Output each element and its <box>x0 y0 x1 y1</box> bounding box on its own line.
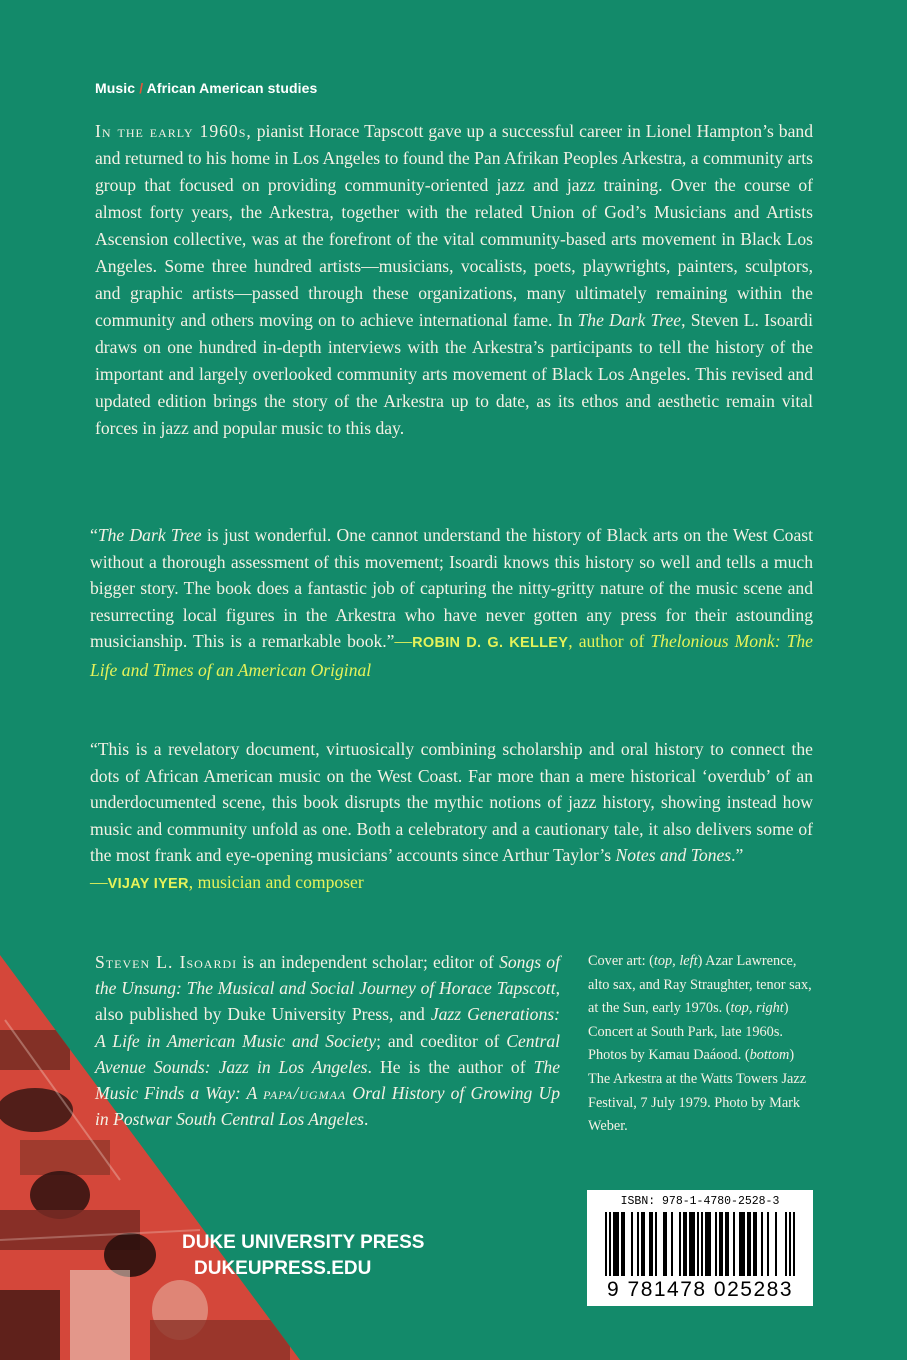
barcode-bar <box>701 1212 703 1276</box>
description-text-2: , Steven L. Isoardi draws on one hundred in-depth interviews with the Arkestra’s participants to tell the history of the important and largely overlooked community arts movement of Black Los Angeles. This revised and updated edition brings the story of the Arkestra up to date, as its ethos and aesthetic remain vital forces in jazz and popular music to this day. <box>95 310 813 438</box>
credit-italic-3: bottom <box>749 1047 790 1064</box>
cover-credits <box>588 950 816 1139</box>
quote2-text: “This is a revelatory document, virtuosically combining scholarship and oral history to connect the dots of African American music on the West Coast. Far more than a mere historical ‘overdub’ of an underdocumented scene, this book disrupts the mythic notions of jazz history, showing instead how music and community unfold as one. Both a celebratory and a cautionary tale, it also delivers some of the most frank and eye-opening musicians’ accounts since Arthur Taylor’s <box>90 739 813 865</box>
barcode-bar <box>641 1212 643 1276</box>
barcode-bar <box>643 1212 645 1276</box>
barcode-bar <box>741 1212 743 1276</box>
barcode-bar <box>719 1212 721 1276</box>
barcode-bar <box>665 1212 667 1276</box>
category-separator: / <box>139 80 144 96</box>
category-label <box>95 80 317 96</box>
isbn-barcode <box>587 1190 813 1306</box>
barcode-bar <box>693 1212 695 1276</box>
barcode-bar <box>707 1212 709 1276</box>
barcode-bar <box>649 1212 651 1276</box>
quote2-dash: — <box>90 871 108 892</box>
barcode-bar <box>733 1212 735 1276</box>
barcode-bar <box>617 1212 619 1276</box>
barcode-bar <box>671 1212 673 1276</box>
barcode-bar <box>621 1212 623 1276</box>
barcode-bar <box>605 1212 607 1276</box>
barcode-bar <box>705 1212 707 1276</box>
quote1-book-title: The Dark Tree <box>97 525 202 545</box>
barcode-bar <box>637 1212 639 1276</box>
quote1-role: , author of <box>568 631 651 651</box>
blurb-kelley <box>90 522 813 683</box>
quote2-close: .” <box>731 845 744 865</box>
book-description <box>95 118 813 442</box>
barcode-bar <box>691 1212 693 1276</box>
barcode-bar <box>609 1212 611 1276</box>
bio-author-name: Steven L. Isoardi <box>95 952 238 972</box>
blurb-iyer <box>90 736 813 897</box>
barcode-bar <box>727 1212 729 1276</box>
barcode-bar <box>725 1212 727 1276</box>
barcode-bar <box>755 1212 757 1276</box>
author-bio <box>95 949 560 1132</box>
credit-part-1: Cover art: ( <box>588 953 654 969</box>
description-lead: In the early 1960s, <box>95 121 252 141</box>
quote1-work: Thelonious Monk: The Life and Times of an American Original <box>90 631 813 680</box>
quote2-author: VIJAY IYER <box>107 875 189 892</box>
quote2-work: Notes and Tones <box>615 845 732 865</box>
barcode-bar <box>789 1212 791 1276</box>
description-book-title: The Dark Tree <box>577 310 682 330</box>
bio-text-2: , also published by Duke University Press, and <box>95 978 560 1025</box>
quote2-role: , musician and composer <box>188 871 364 892</box>
bio-text-3: ; and coeditor of <box>376 1030 507 1051</box>
barcode-bar <box>739 1212 741 1276</box>
credit-italic-2: top, right <box>730 1000 784 1017</box>
category-secondary: African American studies <box>146 80 318 96</box>
publisher-name: DUKE UNIVERSITY PRESS <box>182 1232 425 1253</box>
bio-work-2: Jazz Generations: A Life in American Music and Society <box>95 1004 560 1051</box>
barcode-bar <box>683 1212 685 1276</box>
bio-work-4-smallcaps: papa/ugmaa <box>263 1083 347 1104</box>
barcode-bar <box>623 1212 625 1276</box>
credit-part-4: ) The Arkestra at the Watts Towers Jazz Festival, 7 July 1979. Photo by Mark Weber. <box>588 1047 807 1135</box>
barcode-bar <box>743 1212 745 1276</box>
barcode-bar <box>663 1212 665 1276</box>
bio-work-3: Central Avenue Sounds: Jazz in Los Angeles <box>95 1030 561 1077</box>
barcode-bar <box>785 1212 787 1276</box>
barcode-bar <box>685 1212 687 1276</box>
barcode-bar <box>709 1212 711 1276</box>
barcode-bar <box>615 1212 617 1276</box>
barcode-bar <box>679 1212 681 1276</box>
credit-part-3: ) Concert at South Park, late 1960s. Photos by Kamau Daáood. ( <box>588 1000 789 1064</box>
barcode-bar <box>613 1212 615 1276</box>
barcode-bar <box>715 1212 717 1276</box>
barcode-bar <box>721 1212 723 1276</box>
barcode-bar <box>753 1212 755 1276</box>
barcode-bar <box>793 1212 795 1276</box>
category-primary: Music <box>95 80 136 96</box>
barcode-bar <box>749 1212 751 1276</box>
barcode-bars <box>597 1212 803 1278</box>
barcode-bar <box>767 1212 769 1276</box>
bio-work-4b: Oral History of Growing Up in Postwar South Central Los Angeles <box>95 1083 560 1130</box>
description-text-1: pianist Horace Tapscott gave up a successful career in Lionel Hampton’s band and returned to his home in Los Angeles to found the Pan Afrikan Peoples Arkestra, a community arts group that focused on providing community-oriented jazz and jazz training. Over the course of almost forty years, the Arkestra, together with the related Union of God’s Musicians and Artists Ascension collective, was at the forefront of the vital community-based arts movement in Black Los Angeles. Some three hundred artists—musicians, vocalists, poets, playwrights, painters, sculptors, and graphic artists—passed through these organizations, many ultimately remaining within the community and others moving on to achieve international fame. In <box>95 121 813 330</box>
bio-text-4: . He is the author of <box>367 1056 534 1077</box>
bio-text-1: is an independent scholar; editor of <box>237 952 500 972</box>
publisher-block <box>182 1230 424 1282</box>
barcode-bar <box>747 1212 749 1276</box>
bio-work-1: Songs of the Unsung: The Musical and Social Journey of Horace Tapscott <box>95 952 560 999</box>
quote1-open: “ <box>90 525 98 545</box>
barcode-bar <box>651 1212 653 1276</box>
credit-part-2: ) Azar Lawrence, alto sax, and Ray Straughter, tenor sax, at the Sun, early 1970s. ( <box>588 953 812 1017</box>
isbn-label: ISBN: 978-1-4780-2528-3 <box>620 1195 780 1208</box>
barcode-bar <box>689 1212 691 1276</box>
quote1-text: is just wonderful. One cannot understand the history of Black arts on the West Coast without a thorough assessment of this movement; Isoardi knows this history so well and tells a much bigger story. The book does a fantastic job of capturing the nitty-gritty nature of the music scene and resurrecting local figures in the Arkestra who have never gotten any press for their astounding musicianship. This is a remarkable book.” <box>90 525 813 651</box>
quote1-author: ROBIN D. G. KELLEY <box>412 635 569 651</box>
publisher-url: DUKEUPRESS.EDU <box>194 1258 372 1279</box>
barcode-bar <box>631 1212 633 1276</box>
bio-work-4a: The Music Finds a Way: A <box>95 1056 560 1104</box>
barcode-bar <box>761 1212 763 1276</box>
barcode-bar <box>655 1212 657 1276</box>
isbn-digits: 9 781478 025283 <box>607 1278 793 1301</box>
quote1-dash: — <box>394 631 413 651</box>
bio-text-5: . <box>363 1109 369 1130</box>
credit-italic-1: top, left <box>653 953 698 969</box>
barcode-bar <box>697 1212 699 1276</box>
barcode-bar <box>775 1212 777 1276</box>
